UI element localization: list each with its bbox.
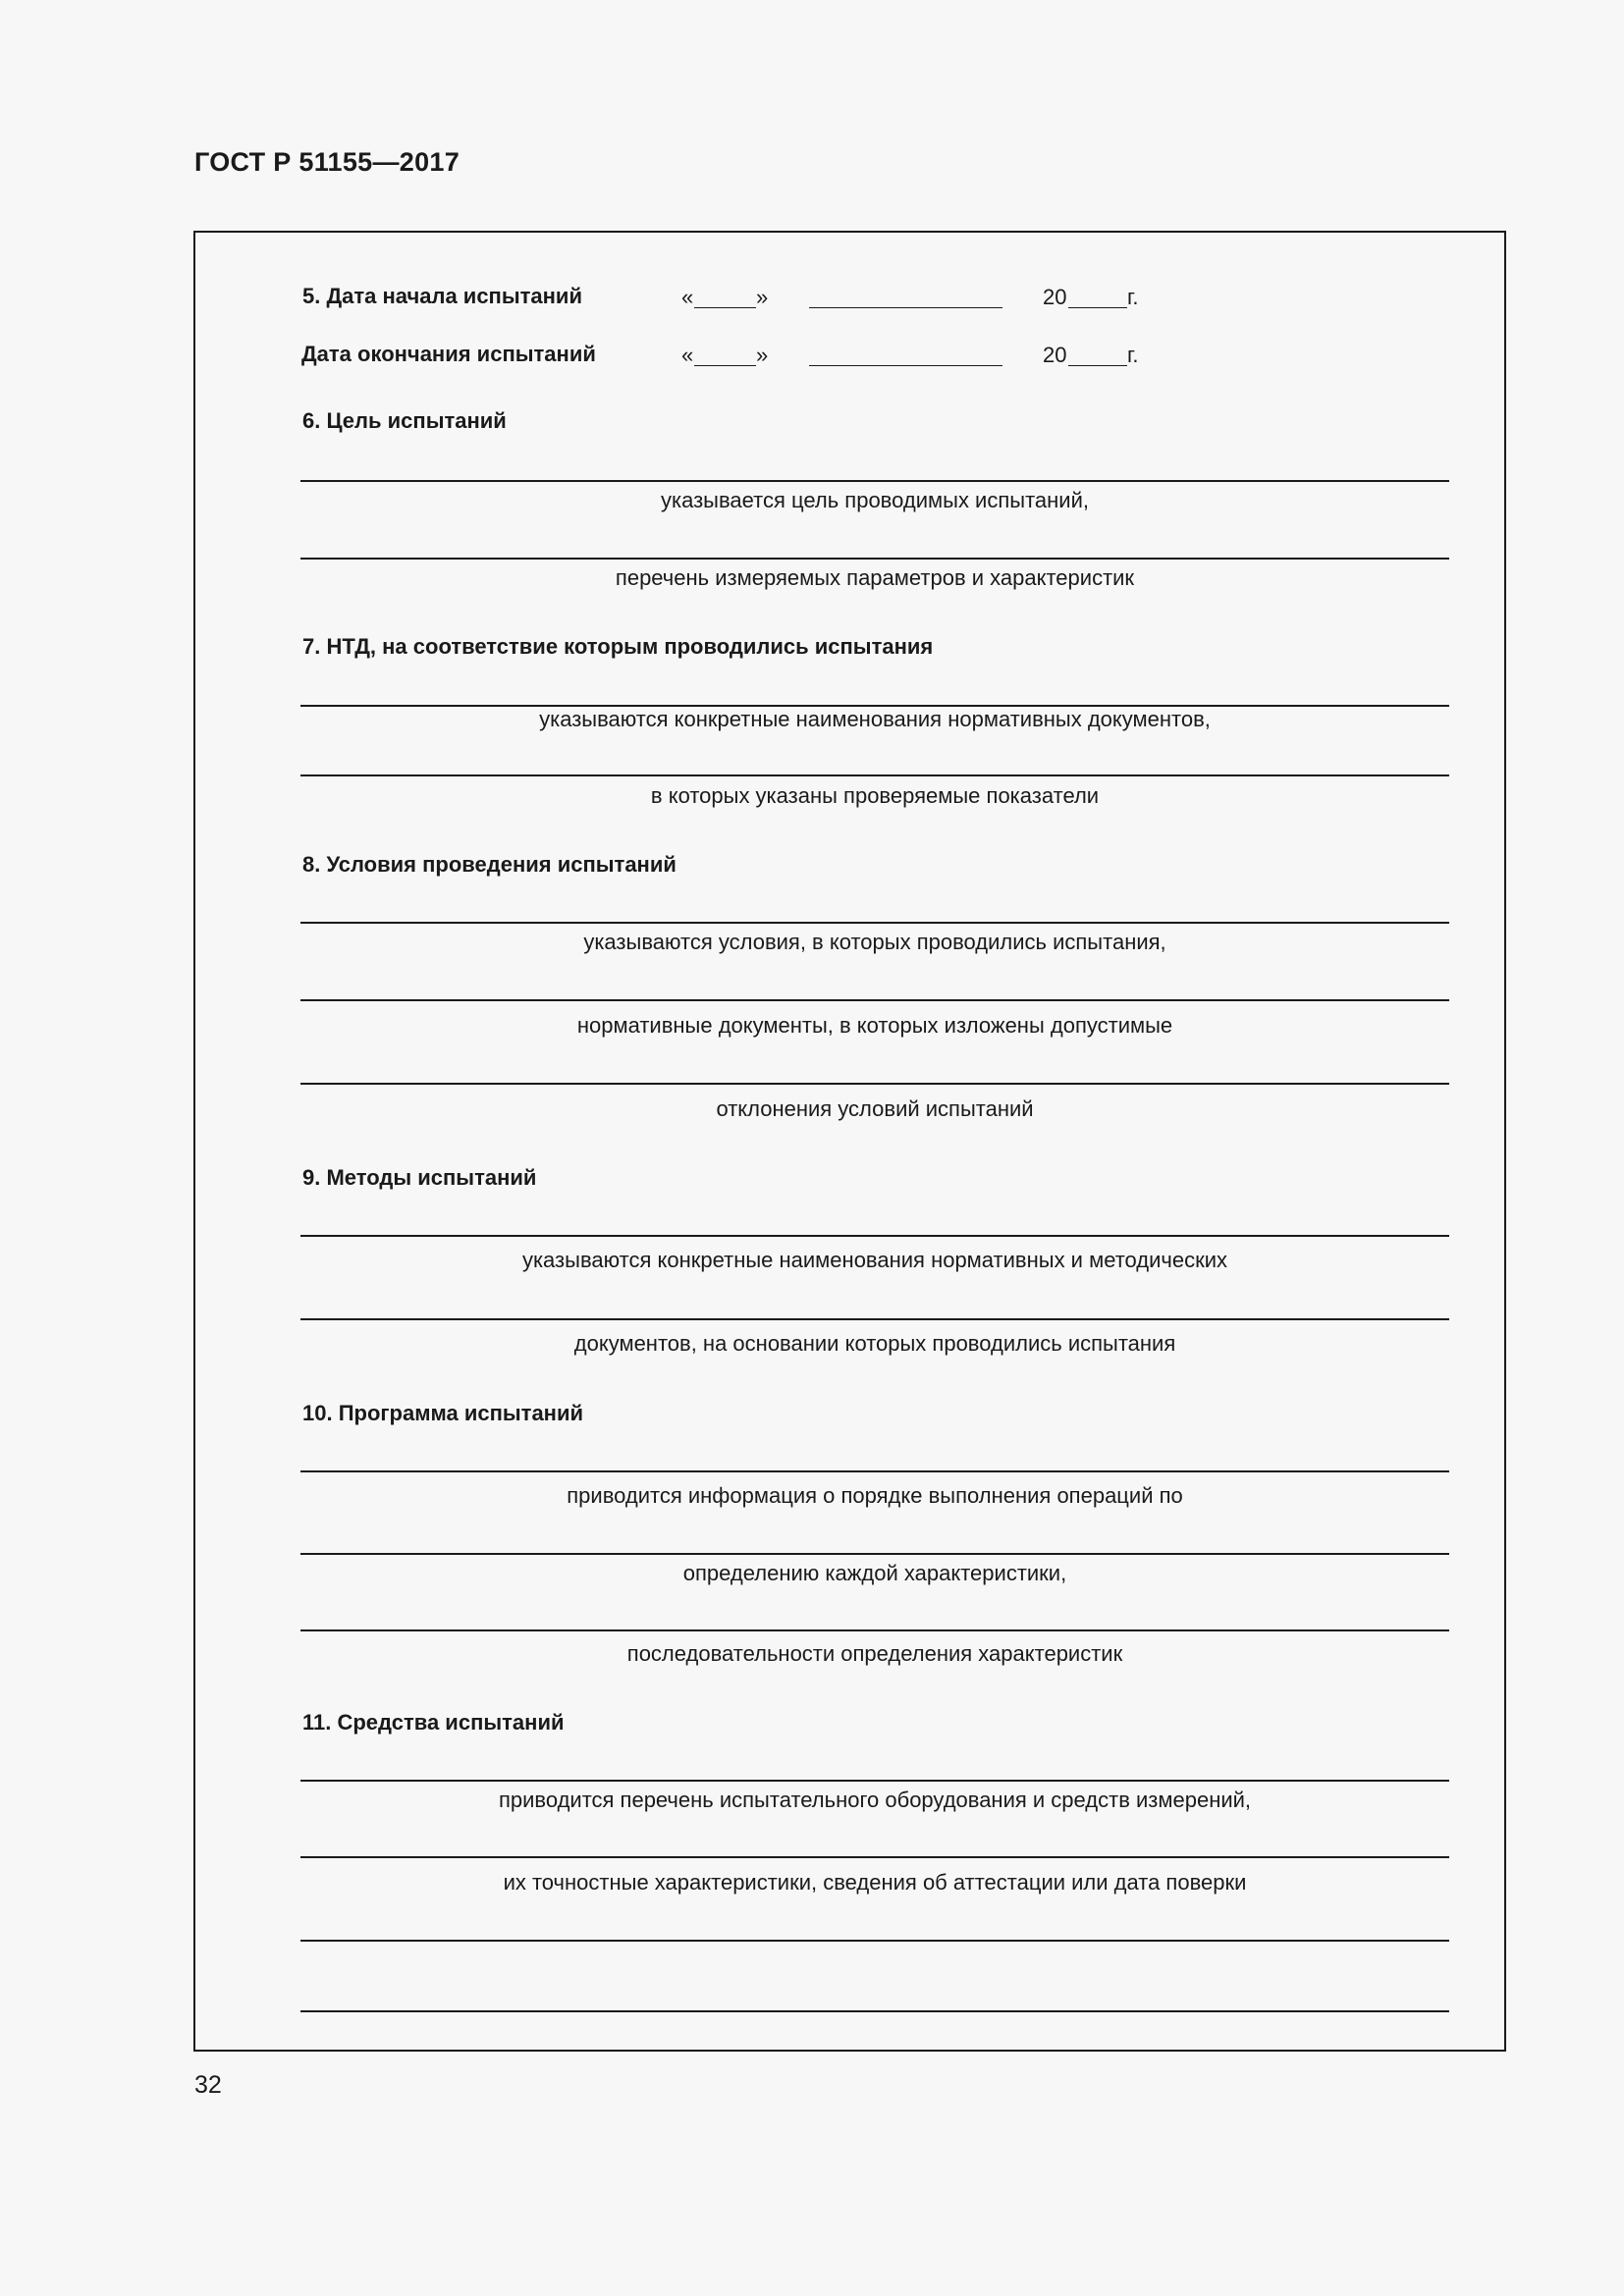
tools-fill-line[interactable] <box>300 1940 1449 1942</box>
conditions-caption: указываются условия, в которых проводились испытания, <box>583 930 1166 954</box>
program-fill-line[interactable] <box>300 1629 1449 1631</box>
program-section-title: 10. Программа испытаний <box>302 1401 584 1425</box>
goal-section-title: 6. Цель испытаний <box>302 408 507 433</box>
end-day-blank[interactable] <box>694 365 756 366</box>
conditions-section-title: 8. Условия проведения испытаний <box>302 852 677 877</box>
methods-fill-line[interactable] <box>300 1318 1449 1320</box>
end-year-suffix: г. <box>1127 343 1139 367</box>
program-fill-line[interactable] <box>300 1553 1449 1555</box>
end-year-blank[interactable] <box>1068 365 1127 366</box>
start-year-blank[interactable] <box>1068 307 1127 308</box>
methods-caption: указываются конкретные наименования нормативных и методических <box>521 1248 1228 1272</box>
conditions-caption: отклонения условий испытаний <box>716 1096 1034 1121</box>
end-date-label: Дата окончания испытаний <box>301 342 596 366</box>
ntd-caption: указываются конкретные наименования нормативных документов, <box>539 707 1211 731</box>
goal-fill-line[interactable] <box>300 480 1449 482</box>
tools-section-title: 11. Средства испытаний <box>302 1710 565 1735</box>
end-month-blank[interactable] <box>809 365 1002 366</box>
tools-fill-line[interactable] <box>300 1856 1449 1858</box>
program-fill-line[interactable] <box>300 1470 1449 1472</box>
program-caption: приводится информация о порядке выполнения операций по <box>567 1483 1183 1508</box>
start-month-blank[interactable] <box>809 307 1002 308</box>
goal-caption: указывается цель проводимых испытаний, <box>661 488 1089 512</box>
conditions-fill-line[interactable] <box>300 999 1449 1001</box>
tools-fill-line[interactable] <box>300 2010 1449 2012</box>
ntd-caption: в которых указаны проверяемые показатели <box>650 783 1100 808</box>
end-day-quote-open: « <box>681 343 694 367</box>
end-year-prefix: 20 <box>1043 343 1067 367</box>
tools-fill-line[interactable] <box>300 1780 1449 1782</box>
start-day-blank[interactable] <box>694 307 756 308</box>
page-number: 32 <box>194 2071 222 2099</box>
methods-section-title: 9. Методы испытаний <box>302 1165 537 1190</box>
start-year-prefix: 20 <box>1043 285 1067 309</box>
document-code: ГОСТ Р 51155—2017 <box>194 147 460 177</box>
program-caption: последовательности определения характеристик <box>626 1641 1123 1666</box>
start-date-label: 5. Дата начала испытаний <box>302 284 582 308</box>
end-day-quote-close: » <box>756 343 769 367</box>
conditions-fill-line[interactable] <box>300 922 1449 924</box>
program-caption: определению каждой характеристики, <box>682 1561 1067 1585</box>
methods-fill-line[interactable] <box>300 1235 1449 1237</box>
conditions-fill-line[interactable] <box>300 1083 1449 1085</box>
goal-caption: перечень измеряемых параметров и характеристик <box>615 565 1135 590</box>
ntd-fill-line[interactable] <box>300 774 1449 776</box>
goal-fill-line[interactable] <box>300 558 1449 560</box>
tools-caption: их точностные характеристики, сведения об аттестации или дата поверки <box>503 1870 1247 1895</box>
start-day-quote-open: « <box>681 285 694 309</box>
ntd-section-title: 7. НТД, на соответствие которым проводились испытания <box>302 634 934 659</box>
start-year-suffix: г. <box>1127 285 1139 309</box>
methods-caption: документов, на основании которых проводились испытания <box>573 1331 1176 1356</box>
start-day-quote-close: » <box>756 285 769 309</box>
conditions-caption: нормативные документы, в которых изложены допустимые <box>576 1013 1173 1038</box>
tools-caption: приводится перечень испытательного оборудования и средств измерений, <box>498 1788 1252 1812</box>
